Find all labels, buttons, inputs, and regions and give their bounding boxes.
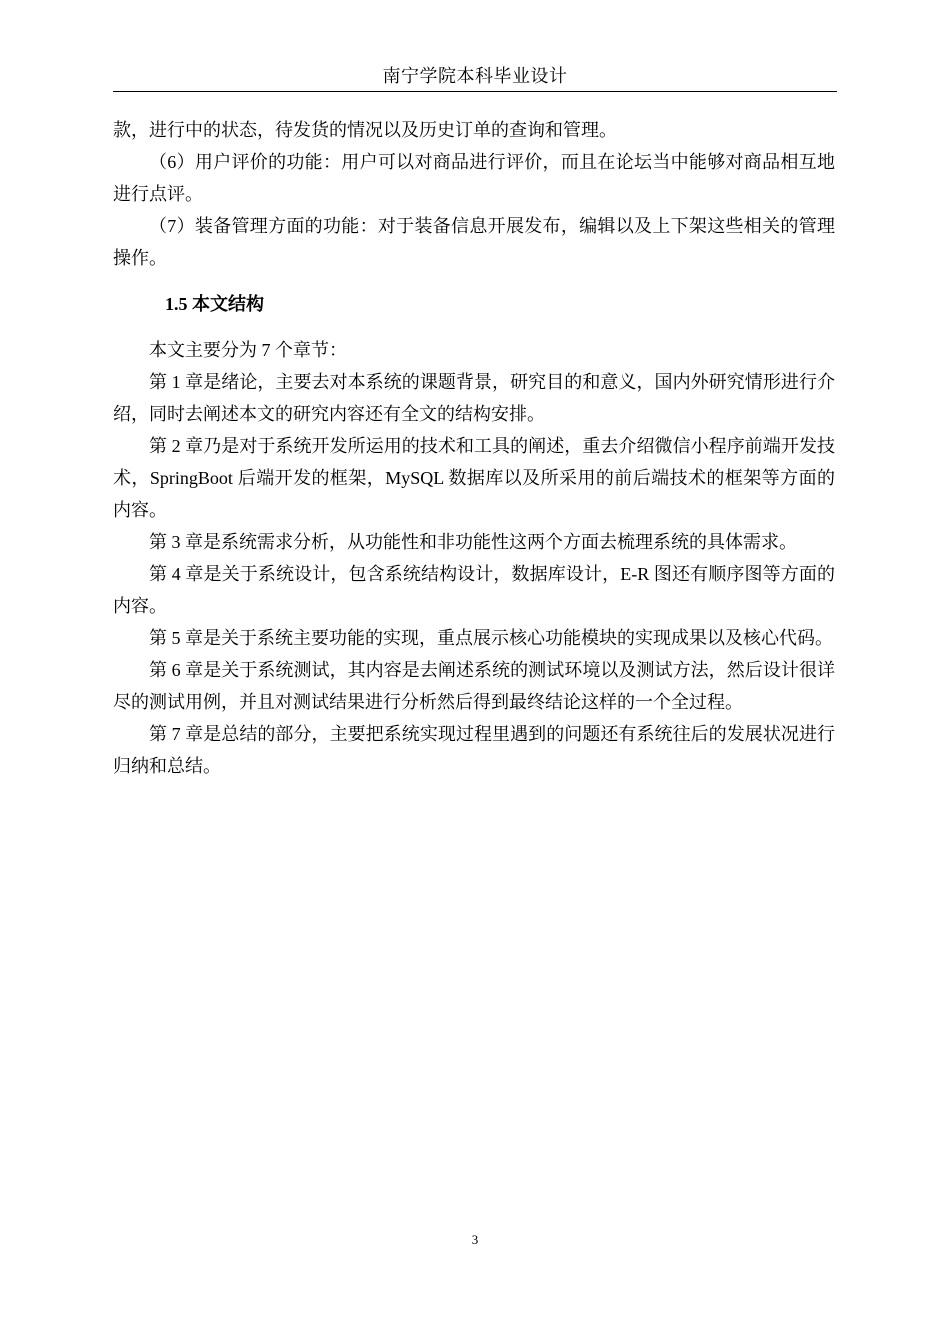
- header-divider: [113, 91, 837, 92]
- page-number: 3: [471, 1232, 479, 1247]
- paragraph-chapter-1: 第 1 章是绪论，主要去对本系统的课题背景，研究目的和意义，国内外研究情形进行介绍，同时去阐述本文的研究内容还有全文的结构安排。: [113, 372, 835, 424]
- paragraph-intro: 本文主要分为 7 个章节：: [149, 340, 347, 360]
- paragraph-chapter-6: 第 6 章是关于系统测试，其内容是去阐述系统的测试环境以及测试方法，然后设计很详尽的测试用例，并且对测试结果进行分析然后得到最终结论这样的一个全过程。: [113, 660, 835, 712]
- paragraph-chapter-3: 第 3 章是系统需求分析，从功能性和非功能性这两个方面去梳理系统的具体需求。: [149, 532, 797, 552]
- paragraph-continuation: 款，进行中的状态，待发货的情况以及历史订单的查询和管理。: [113, 120, 617, 140]
- paragraph-chapter-4: 第 4 章是关于系统设计，包含系统结构设计，数据库设计，E-R 图还有顺序图等方面的内容。: [113, 564, 835, 616]
- page-header-title: 南宁学院本科毕业设计: [382, 66, 568, 86]
- paragraph-chapter-2: 第 2 章乃是对于系统开发所运用的技术和工具的阐述，重去介绍微信小程序前端开发技术，SpringBoot 后端开发的框架，MySQL 数据库以及所采用的前后端技术的框架等方面的内容。: [113, 436, 835, 520]
- section-heading: 1.5 本文结构: [165, 294, 264, 314]
- paragraph-chapter-7: 第 7 章是总结的部分，主要把系统实现过程里遇到的问题还有系统往后的发展状况进行归纳和总结。: [113, 724, 835, 776]
- page-body: [113, 114, 835, 782]
- paragraph-chapter-5: 第 5 章是关于系统主要功能的实现，重点展示核心功能模块的实现成果以及核心代码。: [149, 628, 833, 648]
- paragraph-item-7: （7）装备管理方面的功能：对于装备信息开展发布，编辑以及上下架这些相关的管理操作。: [113, 216, 835, 268]
- paragraph-item-6: （6）用户评价的功能：用户可以对商品进行评价，而且在论坛当中能够对商品相互地进行点评。: [113, 152, 835, 204]
